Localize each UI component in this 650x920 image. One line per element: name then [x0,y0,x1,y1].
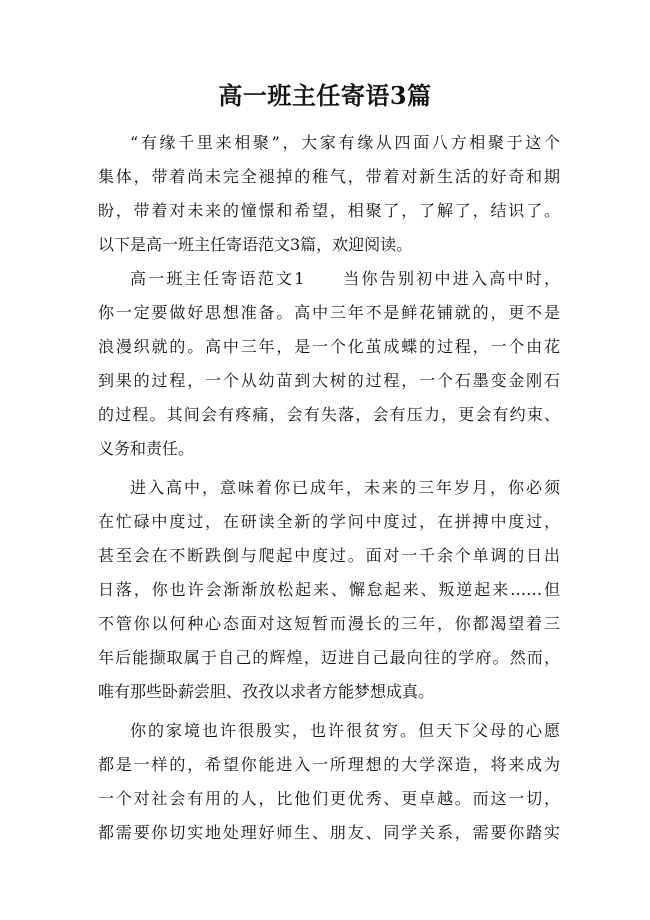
text-line: “有缘千里来相聚”，大家有缘从四面八方相聚于这个 [130,133,560,152]
text-line: 到果的过程，一个从幼苗到大树的过程，一个石墨变金刚石 [98,371,560,390]
document-body [98,126,560,850]
text-line: 都需要你切实地处理好师生、朋友、同学关系，需要你踏实 [98,823,560,842]
text-line: 集体，带着尚未完全褪掉的稚气，带着对新生活的好奇和期 [98,167,560,186]
text-line: 日落，你也许会渐渐放松起来、懈怠起来、叛逆起来……但 [98,580,560,599]
text-line: 一个对社会有用的人，比他们更优秀、更卓越。而这一切， [98,789,560,808]
text-line: 浪漫织就的。高中三年，是一个化茧成蝶的过程，一个由花 [98,337,560,356]
text-line: 年后能撷取属于自己的辉煌，迈进自己最向往的学府。然而， [98,648,560,667]
text-line: 不管你以何种心态面对这短暂而漫长的三年，你都渴望着三 [98,614,560,633]
text-line: 甚至会在不断跌倒与爬起中度过。面对一千余个单调的日出 [98,546,560,565]
text-line: 进入高中，意味着你已成年，未来的三年岁月，你必须 [130,478,560,497]
text-line: 高一班主任寄语范文1 当你告别初中进入高中时， [130,269,560,288]
text-line: 义务和责任。 [98,439,195,458]
text-line: 以下是高一班主任寄语范文3篇，欢迎阅读。 [98,235,413,254]
text-line: 的过程。其间会有疼痛，会有失落，会有压力，更会有约束、 [98,405,560,424]
document-title: 高一班主任寄语3篇 [218,81,432,110]
text-line: 都是一样的，希望你能进入一所理想的大学深造，将来成为 [98,755,560,774]
text-line: 盼，带着对未来的憧憬和希望，相聚了，了解了，结识了。 [98,201,560,220]
text-line: 在忙碌中度过，在研读全新的学问中度过，在拼搏中度过， [98,512,560,531]
text-line: 唯有那些卧薪尝胆、孜孜以求者方能梦想成真。 [98,682,435,701]
text-line: 你的家境也许很殷实，也许很贫穷。但天下父母的心愿 [130,721,560,740]
text-line: 你一定要做好思想准备。高中三年不是鲜花铺就的，更不是 [98,303,560,322]
